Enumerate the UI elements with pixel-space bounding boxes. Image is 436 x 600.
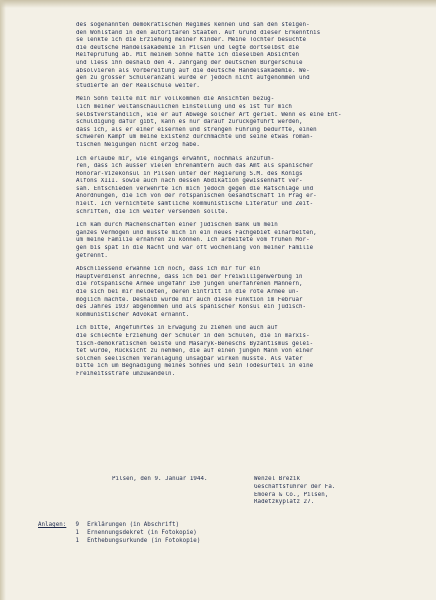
letter-body xyxy=(76,22,410,379)
text-line: bitte ich um Begnadigung meines Sohnes und sein Todesurteil in eine xyxy=(76,363,314,370)
text-line: tisch-demokratischen Geiste und Masaryk-Beneschs Byzantismus gelei- xyxy=(76,340,314,347)
text-line: Anordnungen, die ich von der rotspanischen Gesandtschaft in Prag er- xyxy=(76,193,317,200)
paragraph xyxy=(76,22,410,90)
annex-text: Enthebungsurkunde (in Fotokopie) xyxy=(87,537,201,544)
text-line: Alfons XIII. sowie auch nach dessen Abdikation gewissenhaft ver- xyxy=(76,178,303,185)
text-line: möglich machte. Deshalb wurde mir auch diese Funktion im Februar xyxy=(76,296,303,303)
text-line: gen zu grosser Schüleranzahl wurde er jedoch nicht aufgenommen und xyxy=(76,75,310,82)
text-line: kommunistischer Advokat ernannt. xyxy=(76,311,190,318)
text-line: tischen Neigungen nicht erzog habe. xyxy=(76,141,200,148)
text-line: um meine Familie ernähren zu können. Ich arbeitete vom frühen Mor- xyxy=(76,237,310,244)
text-line: Honorar-Vizekonsul in Pilsen unter der Regierung S.M. des Königs xyxy=(76,170,303,177)
annex-label: Anlagen: xyxy=(38,522,67,528)
text-line: Abschliessend erwähne ich noch, dass ich mir für ein xyxy=(76,266,261,273)
annex-count: 1 xyxy=(75,537,80,544)
text-line: ganzes Vermögen und musste mich in ein neues Fachgebiet einarbeiten, xyxy=(76,229,317,236)
text-line: Ich erlaube mir, wie eingangs erwähnt, nochmals anzufüh- xyxy=(76,155,275,162)
text-line: lich meiner weltanschaulichen Einstellung und es ist für mich xyxy=(76,103,292,110)
signature-name: Wenzel Brezik xyxy=(254,476,301,482)
text-line: die rotspanische Armee ungefähr 150 jungen unerfahrenen Männern, xyxy=(76,281,303,288)
paper-edge-stain xyxy=(0,0,436,8)
text-line: absolvieren als Vorbereitung auf die deutsche Handelsakademie. We- xyxy=(76,67,310,74)
annex-list xyxy=(38,522,200,545)
place-date-line: Pilsen, den 9. Januar 1944. xyxy=(112,476,208,482)
annex-text: Erklärungen (in Abschrift) xyxy=(87,522,180,528)
text-line: gen bis spät in die Nacht und war oft wochenlang von meiner Familie xyxy=(76,245,314,252)
text-line: die sich bei mir meldeten, deren Eintritt in die rote Armee un- xyxy=(76,289,300,295)
text-line: dass ich, als er einer eisernen und strengen Führung bedurfte, einen xyxy=(76,126,317,133)
text-line: die schlechte Erziehung der Schüler in den Schulen, die in marxis- xyxy=(76,332,310,339)
text-line: studierte an der Realschule weiter. xyxy=(76,82,200,89)
paragraph xyxy=(76,156,410,217)
text-line: schweren Kampf um meine Existenz durchmachte und seine etwas roman- xyxy=(76,134,314,141)
text-line: Reifeprüfung ab. Mit meinem Sohne hatte ich dieselben Absichten xyxy=(76,52,300,59)
text-line: des Jahres 1937 abgenommen und als spanischer Konsul ein jüdisch- xyxy=(76,304,307,311)
text-line: die deutsche Handelsakademie in Pilsen und legte dortselbst die xyxy=(76,44,300,51)
annex-count: 1 xyxy=(75,529,80,536)
annex-count: 9 xyxy=(75,522,80,528)
annex-text: Ernennungsdekret (in Fotokopie) xyxy=(87,529,197,536)
text-line: selbstverständlich, wie er auf Abwege solcher Art geriet. Wenn es eine Ent- xyxy=(76,111,342,118)
paper-edge-shadow xyxy=(0,0,6,600)
text-line: Ich bitte, Angeführtes in Erwägung zu ziehen und auch auf xyxy=(76,325,278,332)
signature-block xyxy=(254,476,335,507)
text-line: und liess ihn deshalb den 4. Jahrgang der deutschen Bürgerschule xyxy=(76,59,303,66)
text-line: Ich kam durch Machenschaften einer jüdischen Bank um mein xyxy=(76,222,278,229)
paragraph xyxy=(76,325,410,378)
annex-item xyxy=(38,530,200,538)
text-line: Hauptverdienst anrechne, dass ich bei der Freiwilligenwerbung in xyxy=(76,273,303,280)
text-line: solchen seelischen Veranlagung unsagbar wirken musste. Als Vater xyxy=(76,355,303,362)
signature-address: Radetzkyplatz 27. xyxy=(254,499,315,506)
annex-item xyxy=(38,522,200,530)
signature-company: Emoera & Co., Pilsen, xyxy=(254,491,329,498)
text-line: hielt. Ich vernichtete sämtliche kommunistische Literatur und Zeit- xyxy=(76,201,314,208)
paragraph xyxy=(76,266,410,319)
text-line: se lenkte ich die Erziehung meiner Kinder. Meine Tochter besuchte xyxy=(76,37,307,44)
annex-item xyxy=(38,538,200,546)
signature-title: Geschäftsführer der Fa. xyxy=(254,483,336,490)
text-line: Mein Sohn teilte mit mir vollkommen die Ansichten bezüg- xyxy=(76,96,275,103)
text-line: sah. Entschieden verwehrte ich mich jedoch gegen die Ratschläge und xyxy=(76,185,314,192)
text-line: schuldigung dafür gibt, kann es nur darauf zurückgeführt werden, xyxy=(76,119,303,126)
place-date xyxy=(112,476,208,484)
text-line: den Wohlstand in den autoritären Staaten. Auf Grund dieser Erkenntnis xyxy=(76,29,321,36)
text-line: schriften, die ich weiter versenden sollte. xyxy=(76,208,229,215)
text-line: ren, dass ich ausser vielen Ehrenämtern auch das Amt als spanischer xyxy=(76,163,314,170)
text-line: getrennt. xyxy=(76,252,108,259)
text-line: des sogenannten demokratischen Regimes kennen und sah den steigen- xyxy=(76,22,310,28)
paragraph xyxy=(76,96,410,149)
paragraph xyxy=(76,222,410,260)
text-line: tet wurde, Rücksicht zu nehmen, die auf einen jungen Mann von einer xyxy=(76,348,314,355)
text-line: Freiheitsstrafe umzuwandeln. xyxy=(76,370,176,377)
